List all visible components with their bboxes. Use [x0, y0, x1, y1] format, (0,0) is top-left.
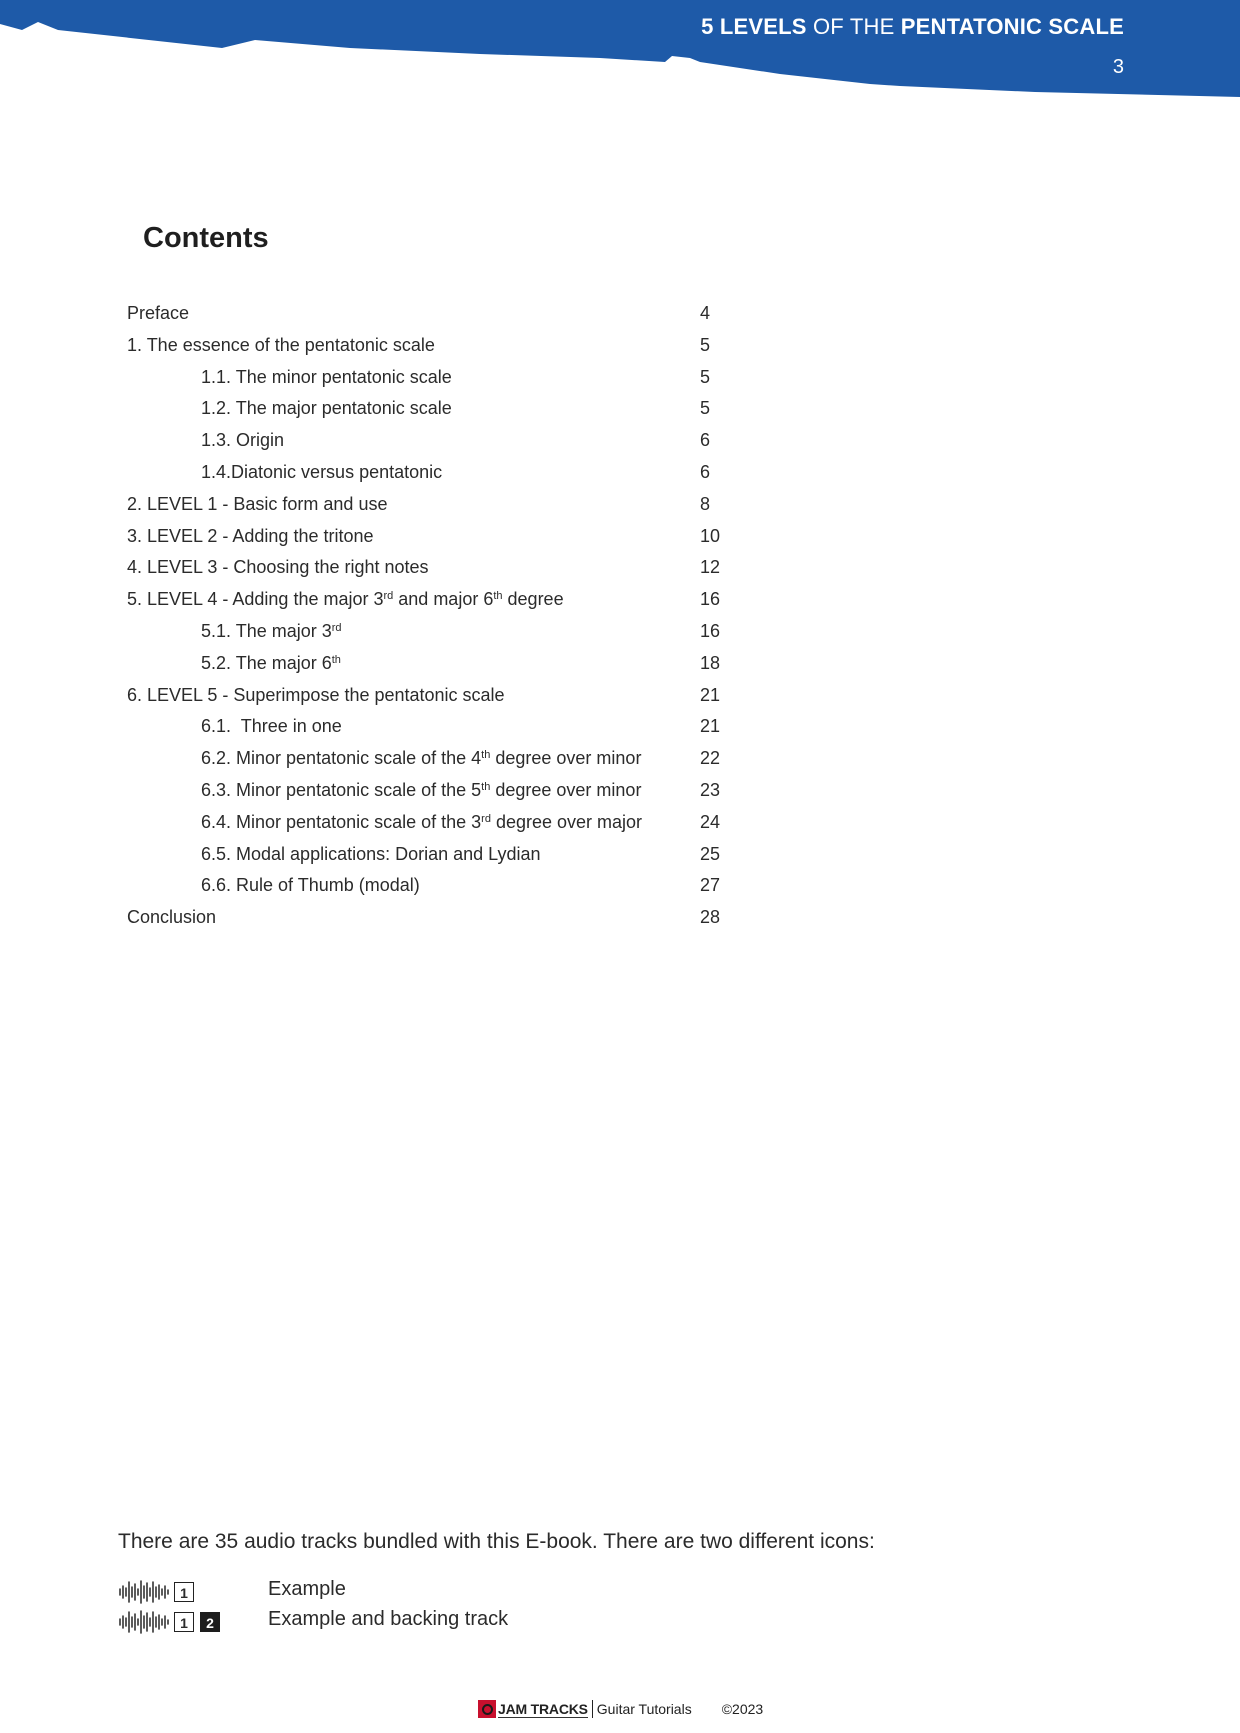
footer-brand: JAM TRACKS [498, 1700, 588, 1717]
toc-page: 10 [700, 525, 721, 546]
toc-label [127, 780, 641, 800]
toc-label: 6.1. Three in one [201, 716, 342, 737]
ordinal-suffix: th [331, 653, 341, 666]
toc-row[interactable] [127, 330, 727, 362]
toc-label: 6. LEVEL 5 - Superimpose the pentatonic scale [127, 684, 505, 705]
toc-page: 24 [700, 811, 721, 832]
toc-label-part: degree [502, 589, 564, 610]
ordinal-suffix: rd [383, 590, 394, 603]
toc-label-part: degree over major [490, 811, 643, 832]
toc-label-part: and major 6 [393, 589, 494, 610]
toc-label-part: degree over minor [490, 748, 642, 769]
toc-page: 21 [700, 716, 721, 737]
header-title-bold-2: PENTATONIC SCALE [900, 14, 1124, 39]
contents-heading: Contents [143, 222, 269, 254]
header-title-bold-1: 5 LEVELS [701, 14, 807, 39]
footer-copyright: ©2023 [721, 1701, 764, 1717]
ordinal-suffix: th [493, 590, 503, 603]
jam-tracks-logo-icon [478, 1700, 496, 1718]
toc-label-part: degree over minor [490, 779, 642, 800]
toc-row[interactable] [127, 902, 727, 934]
track-number-box: 1 [174, 1612, 194, 1632]
header-title [701, 14, 1124, 40]
toc-row[interactable] [127, 711, 727, 743]
toc-page: 27 [700, 875, 721, 896]
ordinal-suffix: rd [481, 812, 491, 825]
toc-row[interactable] [127, 521, 727, 553]
toc-label: 3. LEVEL 2 - Adding the tritone [127, 525, 374, 546]
toc-page: 4 [700, 303, 711, 323]
toc-label: 1.4.Diatonic versus pentatonic [201, 461, 443, 482]
toc-row[interactable] [127, 807, 727, 839]
toc-label: 2. LEVEL 1 - Basic form and use [127, 493, 388, 514]
track-number-box: 1 [174, 1582, 194, 1602]
toc-label-part: 5.2. The major 6 [201, 652, 332, 673]
toc-label-part: 6.4. Minor pentatonic scale of the 3 [201, 811, 482, 832]
toc-page: 6 [700, 461, 711, 482]
toc-label-part: 5.1. The major 3 [201, 620, 332, 641]
toc-page: 5 [700, 398, 711, 419]
toc-page: 5 [700, 334, 711, 355]
toc-label [127, 812, 642, 832]
toc-row[interactable] [127, 457, 727, 489]
toc-label: Conclusion [127, 907, 217, 928]
audio-tracks-note: There are 35 audio tracks bundled with this E-book. There are two different icons: [118, 1530, 875, 1553]
toc-row[interactable] [127, 870, 727, 902]
toc-label: 1.3. Origin [201, 430, 285, 451]
toc-label-part: 6.3. Minor pentatonic scale of the 5 [201, 779, 482, 800]
ordinal-suffix: th [481, 749, 491, 762]
ordinal-suffix: rd [331, 621, 342, 634]
toc-row[interactable] [127, 839, 727, 871]
toc-label: 1.1. The minor pentatonic scale [201, 366, 452, 387]
toc-page: 16 [700, 589, 721, 610]
toc-page: 6 [700, 430, 711, 451]
footer-tagline: Guitar Tutorials [596, 1701, 692, 1717]
toc-page: 23 [700, 779, 721, 800]
toc-row[interactable] [127, 648, 727, 680]
toc-label [127, 653, 341, 673]
toc-page: 28 [700, 907, 721, 928]
header-title-light: OF THE [806, 14, 901, 39]
toc-label [127, 621, 342, 641]
toc-label: 4. LEVEL 3 - Choosing the right notes [127, 557, 429, 578]
toc-label: 6.6. Rule of Thumb (modal) [201, 875, 420, 896]
toc-row[interactable] [127, 775, 727, 807]
toc-label [127, 589, 564, 609]
toc-page: 16 [700, 620, 721, 641]
audio-waveform-icon [118, 1579, 170, 1605]
legend-example-label: Example [268, 1578, 346, 1600]
toc-label: 1.2. The major pentatonic scale [201, 398, 452, 419]
table-of-contents [127, 298, 727, 934]
toc-row[interactable] [127, 489, 727, 521]
toc-page: 12 [700, 557, 721, 578]
ordinal-suffix: th [481, 780, 491, 793]
toc-row[interactable] [127, 552, 727, 584]
backing-track-number-box: 2 [200, 1612, 220, 1632]
toc-label: 1. The essence of the pentatonic scale [127, 334, 435, 355]
toc-label [127, 748, 641, 768]
toc-page: 5 [700, 366, 711, 387]
toc-page: 25 [700, 843, 721, 864]
toc-row[interactable] [127, 616, 727, 648]
toc-page: 21 [700, 684, 721, 705]
toc-page: 22 [700, 748, 721, 769]
toc-label-part: 5. LEVEL 4 - Adding the major 3 [127, 589, 384, 610]
page-number: 3 [1112, 56, 1124, 78]
toc-row[interactable] [127, 393, 727, 425]
toc-label: 6.5. Modal applications: Dorian and Lydian [201, 843, 541, 864]
legend-example-backing-label: Example and backing track [268, 1608, 509, 1630]
footer [478, 1700, 763, 1718]
toc-row[interactable] [127, 425, 727, 457]
toc-row[interactable] [127, 743, 727, 775]
footer-divider [592, 1700, 593, 1718]
audio-waveform-icon [118, 1609, 170, 1635]
legend-example [118, 1578, 194, 1606]
toc-page: 18 [700, 652, 721, 673]
toc-label: Preface [127, 303, 190, 323]
toc-row[interactable] [127, 584, 727, 616]
toc-label-part: 6.2. Minor pentatonic scale of the 4 [201, 748, 482, 769]
toc-row[interactable] [127, 362, 727, 394]
toc-page: 8 [700, 493, 711, 514]
toc-row[interactable] [127, 680, 727, 712]
toc-row[interactable] [127, 298, 727, 330]
legend-example-backing [118, 1608, 220, 1636]
